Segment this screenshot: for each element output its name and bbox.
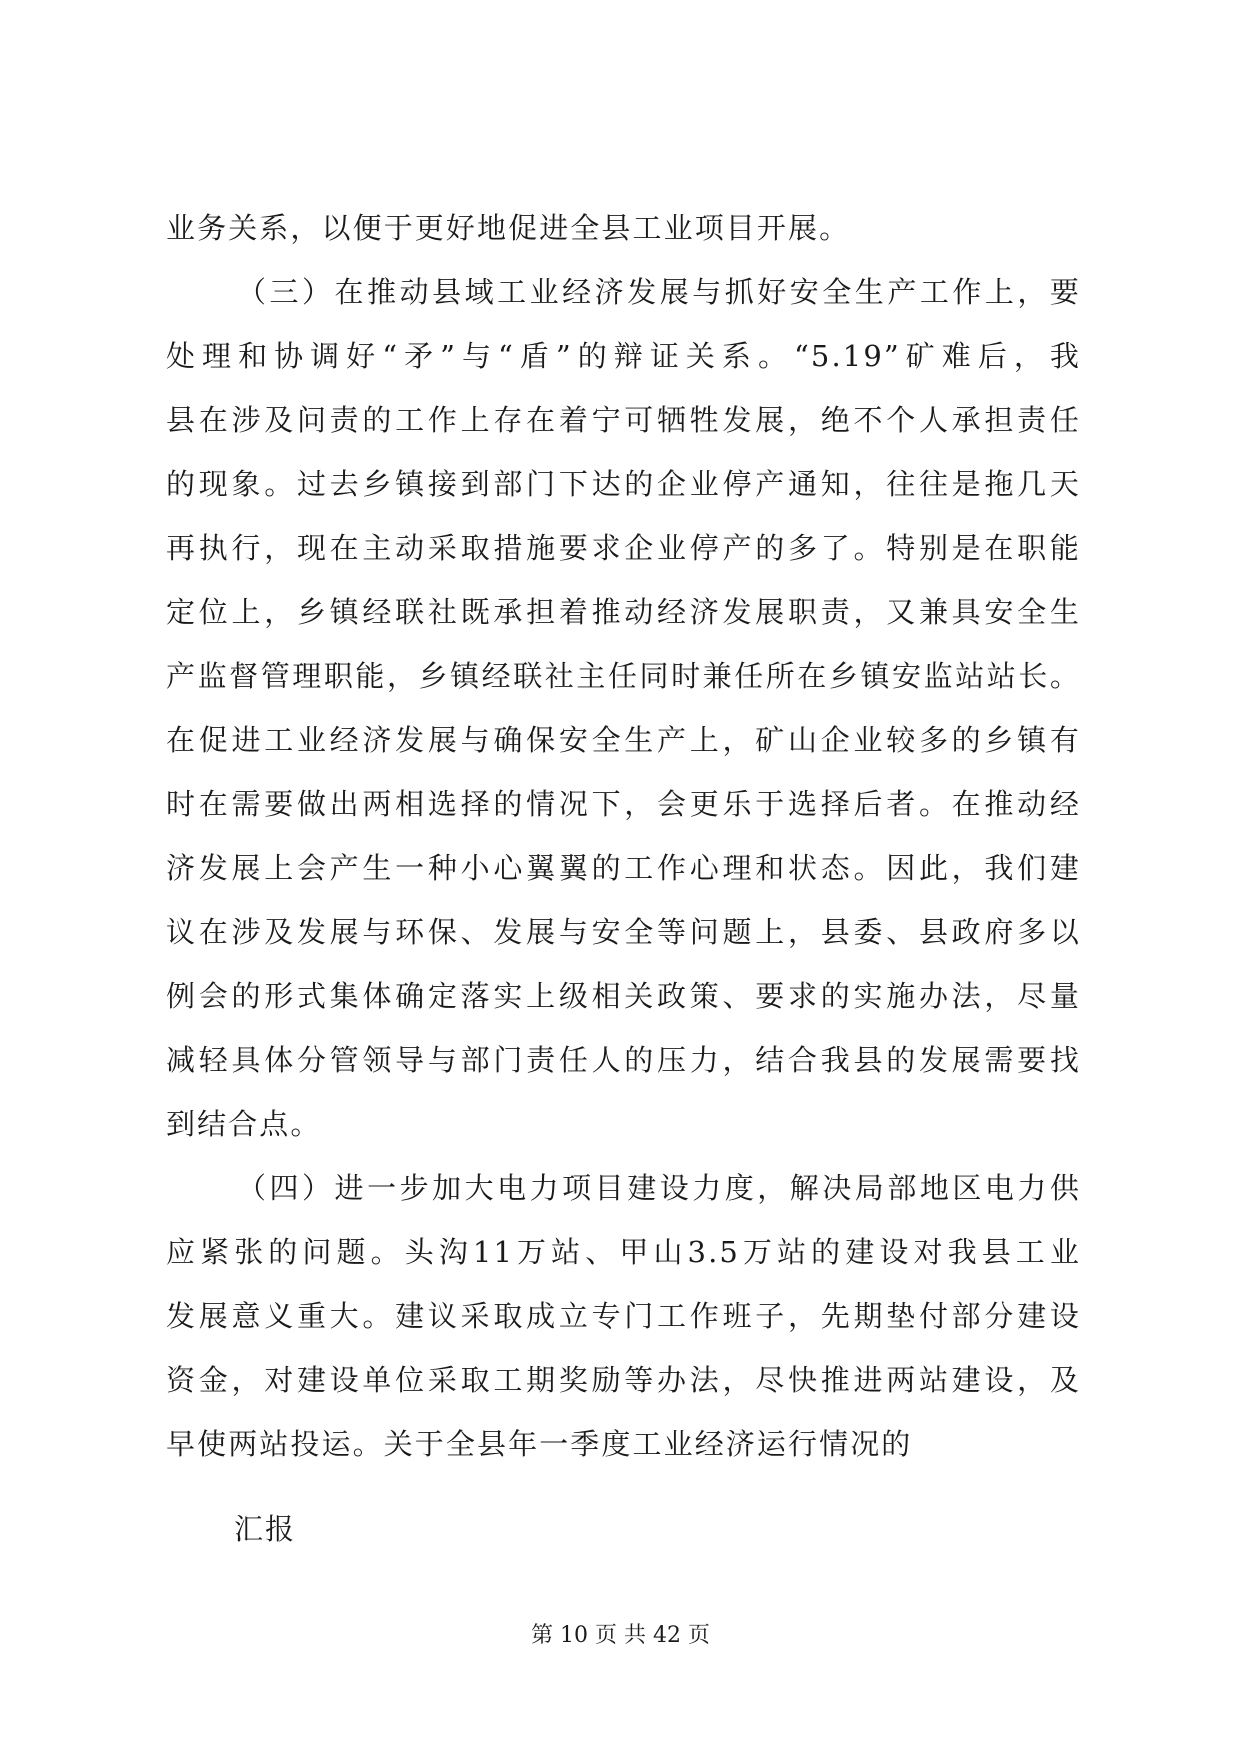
paragraph-line: 处理和协调好“矛”与“盾”的辩证关系。“5.19”矿难后，我 (166, 339, 1081, 373)
paragraph-line: 发展意义重大。建议采取成立专门工作班子，先期垫付部分建设 (166, 1299, 1081, 1333)
paragraph-line: 议在涉及发展与环保、发展与安全等问题上，县委、县政府多以 (166, 915, 1081, 949)
paragraph-line: 在促进工业经济发展与确保安全生产上，矿山企业较多的乡镇有 (166, 723, 1081, 757)
paragraph-line: 例会的形式集体确定落实上级相关政策、要求的实施办法，尽量 (166, 979, 1081, 1013)
paragraph-line: 再执行，现在主动采取措施要求企业停产的多了。特别是在职能 (166, 531, 1081, 565)
paragraph-line: 县在涉及问责的工作上存在着宁可牺牲发展，绝不个人承担责任 (166, 403, 1081, 437)
paragraph-line: 济发展上会产生一种小心翼翼的工作心理和状态。因此，我们建 (166, 851, 1081, 885)
report-heading: 汇报 (234, 1512, 297, 1546)
paragraph-line: 应紧张的问题。头沟11万站、甲山3.5万站的建设对我县工业 (166, 1235, 1081, 1269)
page-number-footer: 第 10 页 共 42 页 (531, 1623, 710, 1648)
paragraph-line: 时在需要做出两相选择的情况下，会更乐于选择后者。在推动经 (166, 787, 1081, 821)
paragraph-line: （四）进一步加大电力项目建设力度，解决局部地区电力供 (237, 1171, 1081, 1205)
paragraph-line: （三）在推动县域工业经济发展与抓好安全生产工作上，要 (237, 275, 1081, 309)
paragraph-line: 资金，对建设单位采取工期奖励等办法，尽快推进两站建设，及 (166, 1363, 1081, 1397)
paragraph-line: 定位上，乡镇经联社既承担着推动经济发展职责，又兼具安全生 (166, 595, 1081, 629)
paragraph-line: 业务关系，以便于更好地促进全县工业项目开展。 (166, 211, 851, 245)
paragraph-line: 减轻具体分管领导与部门责任人的压力，结合我县的发展需要找 (166, 1043, 1081, 1077)
paragraph-line: 到结合点。 (166, 1107, 322, 1141)
paragraph-line: 的现象。过去乡镇接到部门下达的企业停产通知，往往是拖几天 (166, 467, 1081, 501)
body-text (166, 196, 1081, 1476)
paragraph-line: 产监督管理职能，乡镇经联社主任同时兼任所在乡镇安监站站长。 (166, 659, 1081, 693)
paragraph-line: 早使两站投运。关于全县年一季度工业经济运行情况的 (166, 1427, 913, 1461)
